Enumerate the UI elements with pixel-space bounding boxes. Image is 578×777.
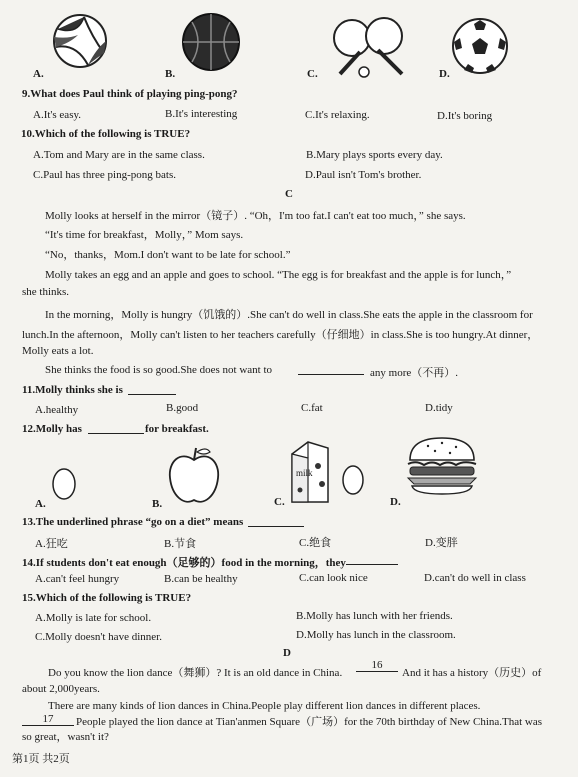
q8-option-b[interactable]: B. [165,68,176,80]
q11-question: 11.Molly thinks she is [22,384,123,396]
apple-picture [166,444,222,508]
passage-c-paragraph: lunch.In the afternoon，Molly can't listen to her teachers carefully（仔细地）in class.She is too hungry.At dinner， [22,329,539,341]
q13-option-c[interactable]: C.绝食 [299,537,332,549]
q15-option-d[interactable]: D.Molly has lunch in the classroom. [296,629,456,641]
hamburger-picture [404,434,480,498]
q10-question: 10.Which of the following is TRUE? [21,128,191,140]
passage-c-paragraph: Molly takes an egg and an apple and goes to school. “The egg is for breakfast and the apple is for lunch，” [45,269,512,281]
q12-option-a[interactable]: A. [35,498,46,510]
q10-option-c[interactable]: C.Paul has three ping-pong bats. [33,169,176,181]
q12-option-c[interactable]: C. [274,496,285,508]
q9-option-a[interactable]: A.It's easy. [33,109,82,121]
passage-d-paragraph: Do you know the lion dance（舞狮）? It is an old dance in China. [48,667,343,679]
q10-option-a[interactable]: A.Tom and Mary are in the same class. [33,149,205,161]
q11-option-d[interactable]: D.tidy [425,402,453,414]
q15-option-b[interactable]: B.Molly has lunch with her friends. [296,610,453,622]
passage-c-paragraph: she thinks. [22,286,70,298]
section-c-heading: C [285,188,293,200]
answer-blank[interactable] [128,384,176,395]
q9-option-d[interactable]: D.It's boring [437,110,493,122]
answer-blank[interactable] [346,554,398,565]
volleyball-picture [48,13,112,69]
q15-option-c[interactable]: C.Molly doesn't have dinner. [35,631,162,643]
passage-d-paragraph: People played the lion dance at Tian'anmen Square（广场）for the 70th birthday of New China.That was [76,716,543,728]
q14-option-a[interactable]: A.can't feel hungry [35,573,120,585]
q9-option-c[interactable]: C.It's relaxing. [305,109,370,121]
q10-option-d[interactable]: D.Paul isn't Tom's brother. [305,169,422,181]
q14-option-c[interactable]: C.can look nice [299,572,368,584]
milk-carton-picture [286,436,334,506]
passage-c-paragraph: Molly looks at herself in the mirror（镜子）. “Oh，I'm too fat.I can't eat too much，” she says. [45,210,466,222]
q8-option-a[interactable]: A. [33,68,44,80]
q12-question: 12.Molly has [22,423,82,435]
q8-option-d[interactable]: D. [439,68,450,80]
milk-carton-label: milk [296,468,313,478]
q11-option-b[interactable]: B.good [166,402,199,414]
answer-blank-16[interactable]: 16 [356,659,398,672]
soccer-ball-picture [450,16,510,76]
q15-question: 15.Which of the following is TRUE? [22,592,192,604]
passage-c-paragraph: She thinks the food is so good.She does not want to [45,364,273,376]
answer-blank[interactable] [88,423,144,434]
q8-option-c[interactable]: C. [307,68,318,80]
q12-option-b[interactable]: B. [152,498,163,510]
section-d-heading: D [283,647,291,659]
egg-picture [51,466,77,502]
q13-option-b[interactable]: B.节食 [164,538,197,550]
egg-picture [340,462,366,498]
q10-option-b[interactable]: B.Mary plays sports every day. [306,149,443,161]
q12-question: for breakfast. [145,423,209,435]
answer-blank-17[interactable]: 17 [22,713,74,726]
passage-c-paragraph: In the morning，Molly is hungry（饥饿的）.She can't do well in class.She eats the apple in the classroom for [45,309,533,321]
q15-option-a[interactable]: A.Molly is late for school. [35,612,152,624]
q14-option-b[interactable]: B.can be healthy [164,573,238,585]
answer-blank[interactable] [248,516,304,527]
q9-question: 9.What does Paul think of playing ping-pong? [22,88,238,100]
passage-c-paragraph: any more（不再）. [370,367,458,379]
q14-option-d[interactable]: D.can't do well in class [424,572,526,584]
passage-d-paragraph: so great，wasn't it? [22,731,109,743]
q11-option-c[interactable]: C.fat [301,402,323,414]
ping-pong-paddles-picture [330,16,410,78]
q13-question: 13.The underlined phrase “go on a diet” means [22,516,244,528]
passage-d-paragraph: about 2,000years. [22,683,100,695]
passage-c-paragraph: Molly eats a lot. [22,345,94,357]
passage-d-paragraph: And it has a history（历史）of [402,667,542,679]
q11-option-a[interactable]: A.healthy [35,404,79,416]
page-footer: 第1页 共2页 [12,753,70,765]
q14-question: 14.If students don't eat enough（足够的）food in the morning，they [22,557,346,569]
passage-c-paragraph: “It's time for breakfast，Molly，” Mom says. [45,229,244,241]
basketball-picture [180,12,242,72]
q13-option-d[interactable]: D.变胖 [425,537,458,549]
passage-c-paragraph: “No，thanks，Mom.I don't want to be late for school.” [45,249,291,261]
answer-blank[interactable] [298,364,364,375]
q9-option-b[interactable]: B.It's interesting [165,108,238,120]
passage-d-paragraph: There are many kinds of lion dances in China.People play different lion dances in different places. [48,700,481,712]
q13-option-a[interactable]: A.狂吃 [35,538,68,550]
q12-option-d[interactable]: D. [390,496,401,508]
